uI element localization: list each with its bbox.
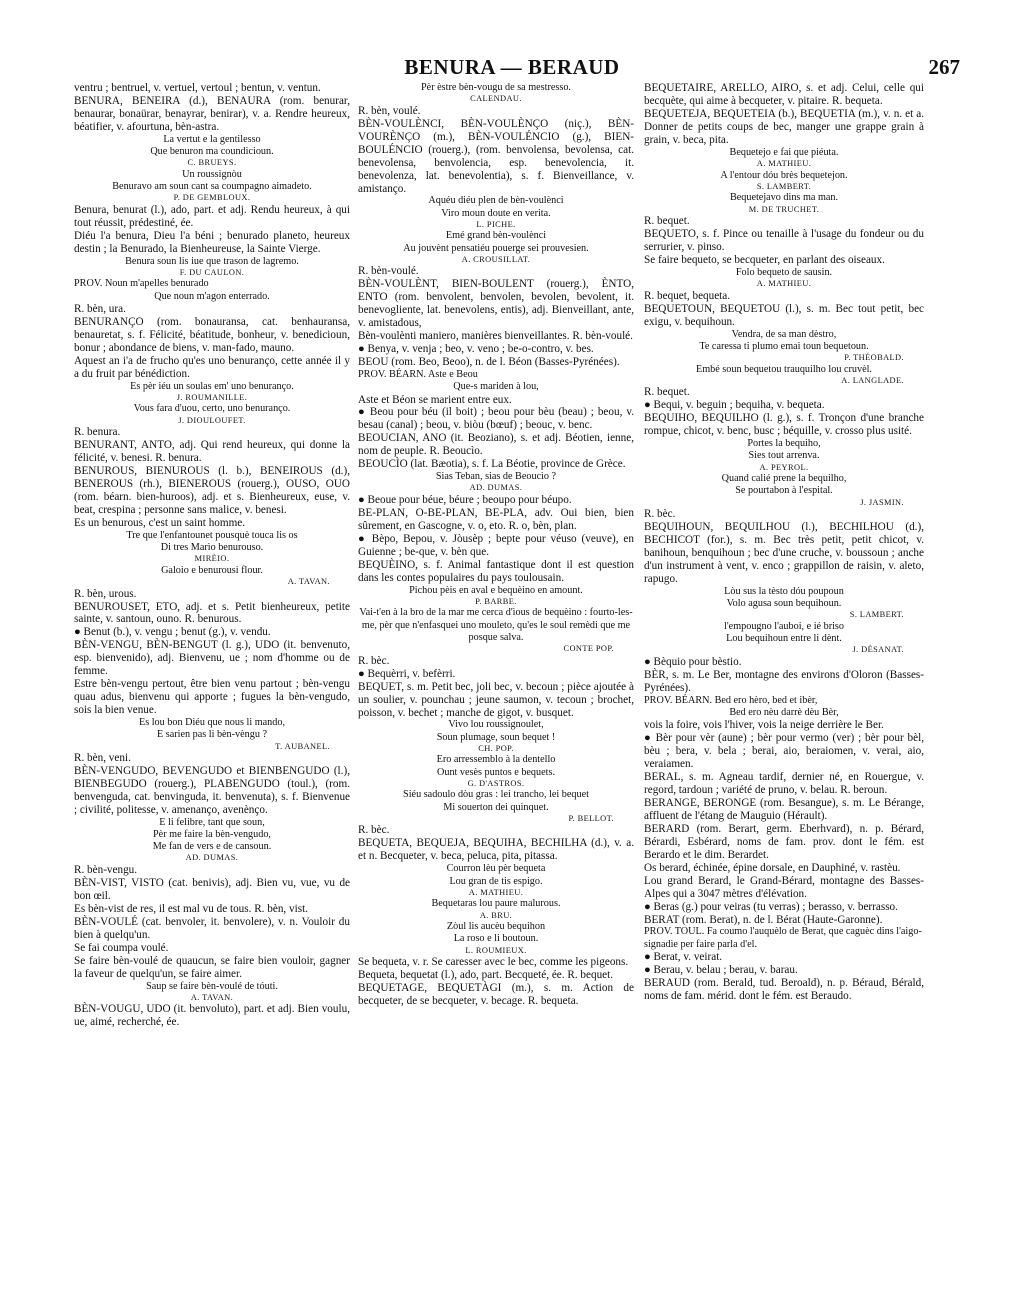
entry-paragraph: BERAL, s. m. Agneau tardif, dernier né, en Rouergue, v. regord, tardoun ; variété de pruno, v. belau. R. beroun. xyxy=(644,771,924,796)
entry-paragraph: BERARD (rom. Berart, germ. Eberhvard), n. p. Bérard, Bérardi, Esbérard, noms de fam. prov. dont le fém. est Berardo et le dim. Berardet. xyxy=(644,822,924,861)
quotation-author: AD. DUMAS. xyxy=(469,483,523,493)
entry-paragraph: BERAT (rom. Berat), n. de l. Bérat (Haute-Garonne). xyxy=(644,913,883,926)
entry-paragraph: BEQUÈINO, s. f. Animal fantastique dont il est question dans les contes populaires du pays toulousain. xyxy=(358,558,634,584)
entry-paragraph: BEQUET, s. m. Petit bec, joli bec, v. becoun ; pièce ajoutée à un soulier, v. pounchau ; jeune saumon, v. tecoun ; brochet, poisson, v. bechet ; manche de gigot, v. busquet. xyxy=(358,680,634,719)
entry-paragraph: ● Beou pour béu (il boit) ; beou pour bèu (beau) ; beou, v. besau (canal) ; beou, v. biòu (bœuf) ; beouc, v. benc. xyxy=(358,406,634,432)
quotation-line: Mi souerton dei quinquet. xyxy=(443,801,549,813)
entry-paragraph: Os berard, échinée, épine dorsale, en Dauphiné, v. rastèu. xyxy=(644,861,901,874)
quotation-line: Lou bequihoun entre li dènt. xyxy=(726,633,842,645)
entry-paragraph: ● Bèr pour vèr (aune) ; bèr pour vermo (ver) ; bèr pour bèl, bèu ; bera, v. bela ; berai, aio, beraiomen, v. verai, aio, veraiamen. xyxy=(644,732,924,771)
entry-paragraph: ● Bèpo, Bepou, v. Jòusèp ; bepte pour véuso (veuve), en Guienne ; be-que, v. bèn que. xyxy=(358,532,634,558)
quotation-line: Portes la bequiho, xyxy=(747,438,821,450)
proverb-line: PROV. BÉARN. Aste e Beou xyxy=(358,369,478,381)
quotation-line: E li felibre, tant que soun, xyxy=(159,816,265,828)
quotation-line: Que noun m'agon enterrado. xyxy=(154,290,270,302)
quotation-line: Tre que l'enfantounet pousquè touca lis os xyxy=(126,529,298,541)
quotation-line: Courron lèu pèr bequeta xyxy=(446,863,546,875)
dictionary-column-3 xyxy=(644,82,924,1003)
entry-paragraph: BENURA, BENEIRA (d.), BENAURA (rom. benurar, benaurar, bonaürar, benayrar, benirar), v. a. Rendre heureux, béatifier, v. afourtuna, bèn-astra. xyxy=(74,94,350,133)
entry-paragraph: BEQUETAIRE, ARELLO, AIRO, s. et adj. Celui, celle qui becquète, qui aime à becqueter, v. pitaire. R. bequeta. xyxy=(644,82,924,107)
entry-paragraph: ● Berau, v. belau ; berau, v. barau. xyxy=(644,963,798,976)
entry-paragraph: BÈN-VOULÈNT, BIEN-BOULENT (rouerg.), ÈNTO, ENTO (rom. benvolent, benvolen, bevolen, bevolent, it. benevogliente, lat. benevolens, entis), adj. Bienveillant, ante, v. amistadous, xyxy=(358,278,634,330)
entry-paragraph: ● Beras (g.) pour veiras (tu verras) ; berasso, v. berrasso. xyxy=(644,900,898,913)
quotation-line: Zòul lis aucèu bequihon xyxy=(446,921,546,933)
quotation-author: S. LAMBERT. xyxy=(849,610,904,620)
running-title: BENURA — BERAUD xyxy=(404,55,620,79)
quotation-line: Es pèr iéu un soulas em' uno benuranço. xyxy=(130,380,294,392)
entry-paragraph: ● Bequi, v. beguin ; bequiha, v. bequeta. xyxy=(644,399,825,412)
entry-paragraph: Bequeta, bequetat (l.), ado, part. Becqueté, ée. R. bequet. xyxy=(358,969,614,982)
dictionary-column-2 xyxy=(358,82,634,1008)
entry-paragraph: R. bequet. xyxy=(644,386,690,399)
entry-paragraph: R. bequet, bequeta. xyxy=(644,289,731,302)
entry-paragraph: R. bèn-voulé. xyxy=(358,265,419,278)
quotation-line: Benura soun lis iue que trason de lagremo. xyxy=(125,255,299,267)
quotation-author: M. DE TRUCHET. xyxy=(748,204,820,214)
quotation-author: J. DIOULOUFET. xyxy=(178,415,246,425)
quotation-line: Vivo lou roussignoulet, xyxy=(448,719,544,731)
quotation-author: A. TAVAN. xyxy=(190,992,234,1002)
entry-paragraph: Se faire bèn-voulé de quaucun, se faire bien vouloir, gagner la faveur de quelqu'un, se faire aimer. xyxy=(74,954,350,980)
entry-paragraph: BEQUETA, BEQUEJA, BEQUIHA, BECHILHA (d.), v. a. et n. Becqueter, v. beca, peluca, pita, pitassa. xyxy=(358,837,634,863)
entry-paragraph: BEQUIHO, BEQUILHO (l. g.), s. f. Tronçon d'une branche rompue, chicot, v. benc, busc ; béquille, v. crosso plus usité. xyxy=(644,412,924,438)
quotation-author: L. PICHE. xyxy=(476,219,516,229)
quotation-line: Soun plumage, soun bequet ! xyxy=(436,731,556,743)
quotation-line: Au jouvènt pensatiéu pouerge sei prouvesien. xyxy=(403,242,589,254)
quotation-line: Sias Teban, sias de Beoucìo ? xyxy=(435,471,557,483)
entry-paragraph: ventru ; bentruel, v. vertuel, vertoul ; bentun, v. ventun. xyxy=(74,82,321,94)
quotation-author: MIRÈIO. xyxy=(194,554,230,564)
entry-paragraph: Se bequeta, v. r. Se caresser avec le bec, comme les pigeons. xyxy=(358,956,629,969)
quotation-line: La roso e li boutoun. xyxy=(453,933,539,945)
quotation-line: Pèr èstre bèn-vougu de sa mestresso. xyxy=(421,82,571,93)
entry-paragraph: R. bèn, veni. xyxy=(74,752,131,765)
quotation-line: Que benuron ma coundicioun. xyxy=(150,146,274,158)
quotation-line: Siéu sadoulo dòu gras : lei trancho, lei bequet xyxy=(403,789,589,801)
entry-paragraph: BENURANT, ANTO, adj. Qui rend heureux, qui donne la félicité, v. benesi. R. benura. xyxy=(74,439,350,465)
quotation-line: Emé grand bèn-voulènci xyxy=(445,230,547,242)
quotation-line: Vous fara d'uou, certo, uno benuranço. xyxy=(133,403,291,415)
entry-paragraph: ● Benut (b.), v. vengu ; benut (g.), v. vendu. xyxy=(74,626,271,639)
quotation-author: CALENDAU. xyxy=(470,94,522,104)
entry-paragraph: ● Bequèrri, v. befèrri. xyxy=(358,667,456,680)
quotation-line: Di tres Marìo benurouso. xyxy=(160,541,264,553)
entry-paragraph: R. bèn, ura. xyxy=(74,302,126,315)
entry-paragraph: BEOU (rom. Beo, Beoo), n. de l. Béon (Basses-Pyrénées). xyxy=(358,356,620,369)
quotation-line: Te caressa ti plumo emai toun bequetoun. xyxy=(699,340,869,352)
quotation-author: P. THÉOBALD. xyxy=(844,353,904,363)
entry-paragraph: Bèn-voulènti maniero, manières bienveillantes. R. bèn-voulé. xyxy=(358,330,633,343)
quotation-line: Que-s mariden à lou, xyxy=(453,381,539,393)
entry-paragraph: vois la foire, vois l'hiver, vois la neige derrière le Ber. xyxy=(644,719,884,732)
proverb-line: PROV. BÉARN. Bed ero hèro, bed et ibèr, xyxy=(644,694,818,706)
entry-paragraph: BERAUD (rom. Berald, tud. Beroald), n. p. Béraud, Bérald, noms de fam. mérid. dont le fém. est Beraudo. xyxy=(644,976,924,1002)
quotation-author: A. MATHIEU. xyxy=(468,887,524,897)
quotation-author: A. LANGLADE. xyxy=(841,375,904,385)
entry-paragraph: BE-PLAN, O-BE-PLAN, BE-PLA, adv. Oui bien, bien sûrement, en Gascogne, v. o, eto. R. o, bèn, plan. xyxy=(358,506,634,532)
entry-paragraph: R. benura. xyxy=(74,426,121,439)
quotation-line: Lou gran de tis espigo. xyxy=(449,875,543,887)
quotation-line: Pichou pèis en aval e bequèino en amount. xyxy=(409,584,583,596)
proverb-line: PROV. Noun m'apelles benurado xyxy=(74,278,209,290)
entry-paragraph: ● Bèquio pour bèstio. xyxy=(644,655,742,668)
quotation-line: Galoio e benurousi flour. xyxy=(161,564,263,576)
quotation-author: AD. DUMAS. xyxy=(185,853,239,863)
entry-paragraph: Es un benurous, c'est un saint homme. xyxy=(74,516,246,529)
entry-paragraph: Diéu l'a benura, Dieu l'a béni ; benurado planeto, heureux destin ; la Benurado, la Bienheureuse, la Sainte Vierge. xyxy=(74,229,350,255)
quotation-author: P. BARBE. xyxy=(475,596,517,606)
quotation-author: A. CROUSILLAT. xyxy=(461,254,531,264)
entry-paragraph: BENUROUS, BIENUROUS (l. b.), BENEIROUS (d.), BENEROUS (rh.), BIENEROUS (rouerg.), OUSO, OUO (rom. béarn. bien-huroos), adj. et s. Bienheureux, euse, v. beat, crespina ; personne sans malice, v. benesi. xyxy=(74,465,350,516)
quotation-line: Saup se faire bèn-voulé de tóuti. xyxy=(146,980,278,992)
quotation-line: Folo bequeto de sausin. xyxy=(735,266,833,278)
quotation-author: A. TAVAN. xyxy=(287,576,330,586)
entry-paragraph: ● Benya, v. venja ; beo, v. veno ; be-o-contro, v. bes. xyxy=(358,343,594,356)
quotation-author: A. MATHIEU. xyxy=(756,279,812,289)
quotation-author: CH. POP. xyxy=(478,743,514,753)
quotation-line: Aquéu diéu plen de bèn-voulènci xyxy=(428,195,564,207)
quotation-author: F. DU CAULON. xyxy=(179,267,245,277)
quotation-line: Sies tout arrenva. xyxy=(748,450,820,462)
quotation-line: Se pourtabon à l'espital. xyxy=(735,485,833,497)
proverb-line: PROV. TOUL. Fa coumo l'auquèlo de Berat, que caguèc dins l'aigo-signadìe per faire parla d'el. xyxy=(644,926,922,950)
entry-paragraph: R. bèc. xyxy=(644,508,676,521)
entry-paragraph: Aste et Béon se marient entre eux. xyxy=(358,393,512,406)
entry-paragraph: BÈN-VIST, VISTO (cat. benivis), adj. Bien vu, vue, vu de bon œil. xyxy=(74,877,350,902)
quotation-line: E sarien pas li bèn-vèngu ? xyxy=(156,729,268,741)
entry-paragraph: BERANGE, BERONGE (rom. Besangue), s. m. Le Bérange, affluent de l'étang de Mauguio (Hérault). xyxy=(644,796,924,822)
quotation-line: Me fan de vers e de cansoun. xyxy=(152,841,272,853)
quotation-line: Bequetejo e fai que piéuta. xyxy=(729,146,839,158)
entry-paragraph: R. bèn-vengu. xyxy=(74,864,138,877)
quotation-line: Embé soun bequetou trauquilho lou cruvèl. xyxy=(696,363,872,375)
entry-paragraph: BÈN-VOULÈNCI, BÈN-VOULÈNÇO (niç.), BÈN-VOURÈNÇO (m.), BÈN-VOULÉNCIO (g.), BIEN-BOULÉNCIO (rouerg.), (rom. benvolensa, bevolensa, cat. benevolensa, benvolencia, esp. benevolencia, it. benevolenza, lat. benevolentia), s. f. Bienveillance, v. amistanço. xyxy=(358,117,634,195)
quotation-line: Es lou bon Diéu que nous li mando, xyxy=(138,717,285,729)
entry-paragraph: BEQUETO, s. f. Pince ou tenaille à l'usage du fondeur ou du serrurier, v. pinso. xyxy=(644,228,924,254)
quotation-author: L. ROUMIEUX. xyxy=(465,945,527,955)
quotation-line: Lòu sus la tèsto dóu poupoun xyxy=(724,585,844,597)
quotation-author: A. PEYROL. xyxy=(759,462,809,472)
entry-paragraph: BÈR, s. m. Le Ber, montagne des environs d'Oloron (Basses-Pyrénées). xyxy=(644,668,924,694)
quotation-line: Ount vesès puntos e bequets. xyxy=(437,766,555,778)
page-header xyxy=(0,55,1024,85)
quotation-line: Un roussignòu xyxy=(182,168,242,180)
page-number: 267 xyxy=(928,55,960,79)
dictionary-column-1 xyxy=(74,82,350,1029)
quotation-author: J. ROUMANILLE. xyxy=(176,392,248,402)
quotation-line: Bequetejavo dins ma man. xyxy=(729,192,839,204)
quotation-line: Bequetaras lou paure malurous. xyxy=(431,898,561,910)
quotation-author: P. DE GEMBLOUX. xyxy=(173,193,251,203)
quotation-author: A. BRU. xyxy=(479,910,513,920)
quotation-line: Pèr me faire la bèn-vengudo, xyxy=(153,829,271,841)
entry-paragraph: ● Berat, v. veirat. xyxy=(644,950,723,963)
quotation-line: La vertut e la gentilesso xyxy=(163,133,261,145)
entry-paragraph: Se faire bequeto, se becqueter, en parlant des oiseaux. xyxy=(644,254,885,267)
entry-paragraph: Lou grand Berard, le Grand-Bérard, montagne des Basses-Alpes qui a 3047 mètres d'élévation. xyxy=(644,874,924,900)
quotation-line: Volo agusa soun bequihoun. xyxy=(726,598,842,610)
quotation-author: T. AUBANEL. xyxy=(275,741,330,751)
quotation-line: Vai-t'en à la bro de la mar me cerca d'ìous de bequèino : fourto-les-me, pèr que n'enfasquei uno mouleto, qu'es le soul remèdi que me posque salva. xyxy=(359,607,633,643)
quotation-author: CONTE POP. xyxy=(563,644,614,654)
quotation-line: A l'entour dóu brès bequetejon. xyxy=(720,169,848,181)
quotation-line: Benuravo am soun cant sa coumpagno aimadeto. xyxy=(112,181,312,193)
entry-paragraph: Estre bèn-vengu pertout, être bien venu partout ; bèn-vengu quau adus, bienvenu qui apporte ; fugues la bèn-vengudo, sois la bien venue. xyxy=(74,678,350,717)
quotation-author: A. MATHIEU. xyxy=(756,158,812,168)
quotation-author: C. BRUEYS. xyxy=(187,158,237,168)
entry-paragraph: R. bèc. xyxy=(358,654,390,667)
quotation-line: Bed ero nèu darrè dèu Bèr, xyxy=(729,707,839,719)
quotation-line: l'empougno l'auboi, e ié briso xyxy=(724,620,844,632)
quotation-author: G. D'ASTROS. xyxy=(467,778,525,788)
quotation-author: P. BELLOT. xyxy=(568,813,614,823)
entry-paragraph: R. bèn, urous. xyxy=(74,587,137,600)
entry-paragraph: Se fai coumpa voulé. xyxy=(74,941,169,954)
entry-paragraph: BEQUETAGE, BEQUETÀGI (m.), s. m. Action de becqueter, de se becqueter, v. becage. R. bequeta. xyxy=(358,982,634,1007)
entry-paragraph: Aquest an i'a de frucho qu'es uno benuranço, cette année il y a du fruit par bénédiction. xyxy=(74,354,350,380)
entry-paragraph: BEQUETOUN, BEQUETOU (l.), s. m. Bec tout petit, bec exigu, v. bequihoun. xyxy=(644,302,924,328)
entry-paragraph: BÈN-VENGU, BÈN-BENGUT (l. g.), UDO (it. benvenuto, esp. bienvenido), adj. Bienvenu, ue ; nom d'homme ou de femme. xyxy=(74,639,350,678)
quotation-line: Quand calié prene la bequilho, xyxy=(721,473,847,485)
entry-paragraph: BÈN-VOULÉ (cat. benvoler, it. benvolere), v. n. Vouloir du bien à quelqu'un. xyxy=(74,915,350,941)
quotation-author: J. DÉSANAT. xyxy=(852,645,904,655)
entry-paragraph: BEOUCIAN, ANO (it. Beoziano), s. et adj. Béotien, ienne, nom de peuple. R. Beoucìo. xyxy=(358,432,634,458)
entry-paragraph: R. bequet. xyxy=(644,215,690,228)
quotation-author: J. JASMIN. xyxy=(860,497,904,507)
entry-paragraph: BÈN-VOUGU, UDO (it. benvoluto), part. et adj. Bien voulu, ue, aimé, recherché, ée. xyxy=(74,1003,350,1029)
quotation-author: S. LAMBERT. xyxy=(756,181,812,191)
entry-paragraph: BENUROUSET, ETO, adj. et s. Petit bienheureux, petite sainte, v. santoun, ouno. R. benurous. xyxy=(74,600,350,626)
entry-paragraph: BEQUETEJA, BEQUETEIA (b.), BEQUETIA (m.), v. n. et a. Donner de petits coups de bec, manger une grappe grain à grain, v. beca, pita. xyxy=(644,107,924,146)
quotation-line: Vendra, de sa man dèstro, xyxy=(731,328,837,340)
entry-paragraph: ● Beoue pour béue, béure ; beoupo pour béupo. xyxy=(358,494,572,507)
entry-paragraph: BEOUCÌO (lat. Bæotia), s. f. La Béotie, province de Grèce. xyxy=(358,458,626,471)
quotation-line: Ero arressemblo à la dentello xyxy=(436,754,556,766)
entry-paragraph: BÈN-VENGUDO, BEVENGUDO et BIENBENGUDO (l.), BIENBEGUDO (rouerg.), PLABENGUDO (toul.), (rom. benvenguda, cat. benvinguda, it. benvenuta), s. f. Bienvenue ; civilité, politesse, v. amenanço, avenènço. xyxy=(74,765,350,816)
quotation-line: Viro moun doute en verita. xyxy=(441,207,551,219)
entry-paragraph: BEQUIHOUN, BEQUILHOU (l.), BECHILHOU (d.), BECHICOT (for.), s. m. Bec très petit, petit chicot, v. banihoun, benquihoun ; bec d'une cruche, v. boussoun ; anche d'un instrument à vent, v. enco ; grappillon de raisin, v. aleto, rapugo. xyxy=(644,521,924,585)
entry-paragraph: R. bèn, voulé. xyxy=(358,104,421,117)
entry-paragraph: Benura, benurat (l.), ado, part. et adj. Rendu heureux, à qui tout réussit, prédestiné, ée. xyxy=(74,203,350,229)
entry-paragraph: Es bèn-vist de res, il est mal vu de tous. R. bèn, vist. xyxy=(74,902,308,915)
entry-paragraph: R. bèc. xyxy=(358,824,390,837)
entry-paragraph: BENURANÇO (rom. bonauransa, cat. benhauransa, benauretat, s. f. Félicité, béatitude, bonheur, v. benedicioun, bonur ; abondance de biens, v. man-fado, mauno. xyxy=(74,315,350,354)
